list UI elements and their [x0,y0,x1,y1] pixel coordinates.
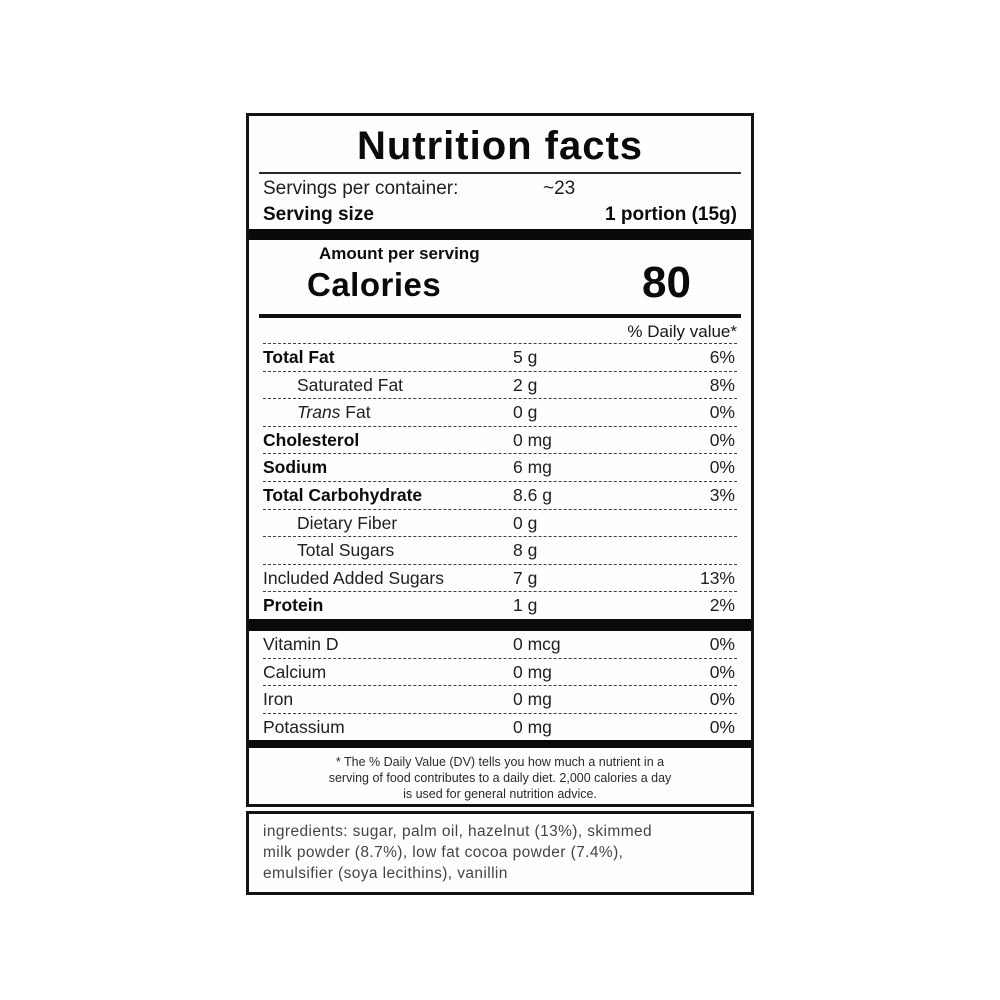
nutrient-daily-value: 0% [709,633,735,654]
nutrient-name: Protein [263,595,324,616]
nutrient-amount: 0 mg [513,661,552,682]
nutrient-row [263,482,737,510]
nutrient-daily-value: 0% [709,661,735,682]
nutrient-rows [249,344,751,619]
nutrient-row [263,631,737,659]
nutrient-daily-value: 8% [709,374,735,395]
thick-bar-bottom [249,740,751,748]
nutrient-name: Sodium [263,457,328,478]
calories-row [249,258,751,314]
nutrient-row [263,427,737,455]
nutrient-amount: 0 g [513,402,538,423]
nutrient-amount: 0 mcg [513,633,561,654]
servings-per-container-row [263,174,737,202]
nutrient-row [263,686,737,714]
footnote-line: serving of food contributes to a daily diet. 2,000 calories a day [328,771,672,786]
nutrient-row [263,372,737,400]
nutrient-name: Vitamin D [263,633,339,654]
nutrient-row [263,592,737,619]
nutrient-row [263,454,737,482]
servings-per-container-label: Servings per container: [263,178,459,199]
nutrient-row [263,714,737,741]
ingredients-line: emulsifier (soya lecithins), vanillin [263,865,508,883]
nutrient-amount: 5 g [513,347,538,367]
ingredients-line: milk powder (8.7%), low fat cocoa powder (7.4%), [263,844,624,862]
nutrient-daily-value: 0% [709,457,735,478]
nutrition-label [246,113,754,895]
nutrient-name: Total Carbohydrate [263,484,423,505]
nutrient-amount: 8.6 g [513,484,552,505]
nutrient-daily-value: 0% [709,716,735,737]
nutrient-name: Trans Fat [297,402,371,423]
nutrient-name: Cholesterol [263,429,360,450]
thick-bar-middle [249,619,751,631]
nutrient-name: Calcium [263,661,327,682]
ingredients-line: ingredients: sugar, palm oil, hazelnut (13%), skimmed [263,823,653,841]
nutrient-daily-value: 0% [709,402,735,423]
amount-per-serving-label: Amount per serving [319,244,480,263]
label-title: Nutrition facts [356,124,644,168]
nutrient-amount: 7 g [513,567,538,588]
nutrient-name: Total Fat [263,347,335,367]
nutrient-row [263,344,737,372]
serving-size-label: Serving size [263,204,374,225]
footnote-line: * The % Daily Value (DV) tells you how much a nutrient in a [335,755,665,770]
nutrient-row [263,399,737,427]
nutrient-amount: 0 g [513,512,538,533]
servings-per-container-value: ~23 [543,178,576,199]
calories-value: 80 [642,258,691,307]
nutrient-name: Total Sugars [297,540,395,561]
nutrient-amount: 1 g [513,595,538,616]
thick-bar-top [249,229,751,240]
nutrient-daily-value: 0% [709,689,735,710]
nutrient-row [263,565,737,593]
nutrient-name: Included Added Sugars [263,567,444,588]
serving-size-value: 1 portion (15g) [605,204,737,225]
nutrient-amount: 0 mg [513,429,552,450]
daily-value-footnote [249,748,751,804]
nutrient-name: Saturated Fat [297,374,404,395]
nutrient-name: Dietary Fiber [297,512,398,533]
nutrition-facts-box [246,113,754,807]
ingredients-box [246,811,754,895]
nutrient-daily-value: 3% [709,484,735,505]
nutrient-amount: 0 mg [513,716,552,737]
nutrient-daily-value: 2% [709,595,735,616]
nutrient-amount: 8 g [513,540,538,561]
nutrient-name: Iron [263,689,294,710]
serving-size-row [263,202,737,229]
nutrient-amount: 6 mg [513,457,552,478]
nutrient-daily-value: 6% [709,347,735,367]
nutrient-amount: 2 g [513,374,538,395]
daily-value-header: % Daily value* [263,318,737,344]
nutrient-daily-value: 0% [709,429,735,450]
footnote-line: is used for general nutrition advice. [403,787,597,802]
calories-label: Calories [307,266,442,303]
nutrient-row [263,537,737,565]
nutrient-amount: 0 mg [513,689,552,710]
nutrient-name: Potassium [263,716,345,737]
nutrient-row [263,510,737,538]
nutrient-row [263,659,737,687]
nutrient-daily-value: 13% [699,567,735,588]
vitamin-rows [249,631,751,740]
